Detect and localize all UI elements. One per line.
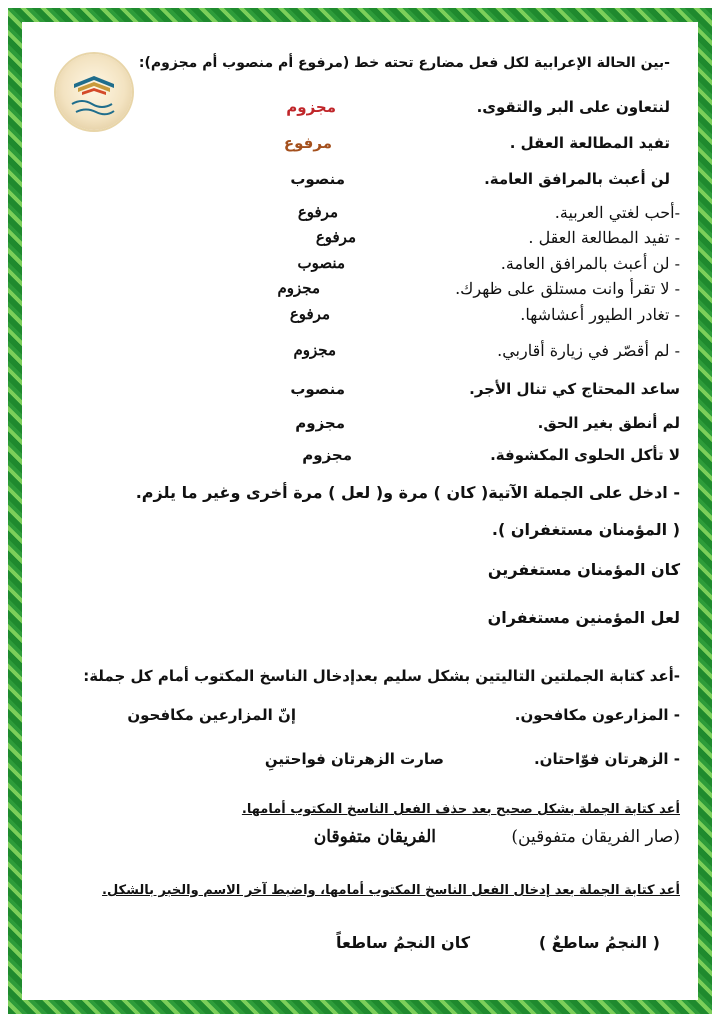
answer-label: مجزوم bbox=[302, 446, 352, 464]
question-2-answer-laalla: لعل المؤمنين مستغفران bbox=[487, 608, 680, 627]
sentence-text: لا تأكل الحلوى المكشوفة. bbox=[490, 446, 680, 464]
decorative-border bbox=[8, 8, 712, 1014]
sentence-text: - لن أعبث بالمرافق العامة. bbox=[500, 254, 680, 273]
question-3-item-1: - المزارعون مكافحون. bbox=[514, 706, 680, 724]
sentence-text: - لا تقرأ وانت مستلق على ظهرك. bbox=[455, 279, 680, 298]
sentence-text: -أحب لغتي العربية. bbox=[554, 203, 680, 222]
question-4-sentence: (صار الفريقان متفوقين) bbox=[511, 827, 680, 847]
question-2-title: - ادخل على الجملة الآتية( كان ) مرة و( لعل ) مرة أخرى وغير ما يلزم. bbox=[135, 483, 680, 502]
sentence-text: - تفيد المطالعة العقل . bbox=[528, 228, 680, 247]
sentence-row bbox=[477, 98, 670, 116]
question-4-answer: الفريقان متفوقان bbox=[313, 827, 436, 847]
answer-label: مجزوم bbox=[286, 98, 336, 116]
sentence-text: ساعد المحتاج كي تنال الأجر. bbox=[469, 380, 680, 398]
answer-label: منصوب bbox=[290, 170, 345, 188]
answer-label: مرفوع bbox=[289, 305, 330, 323]
question-5-sentence: ( النجمُ ساطعٌ ) bbox=[538, 933, 660, 952]
answer-label: مجزوم bbox=[277, 279, 320, 297]
sentence-text: تفيد المطالعة العقل . bbox=[509, 134, 670, 152]
question-4-title: أعد كتابة الجملة بشكل صحيح بعد حذف الفعل الناسخ المكتوب أمامها. bbox=[241, 802, 680, 817]
sentence-text: - تغادر الطيور أعشاشها. bbox=[520, 305, 680, 324]
question-5-title: أعد كتابة الجملة بعد إدخال الفعل الناسخ المكتوب أمامها، واضبط آخر الاسم والخبر بالشكل. bbox=[102, 883, 680, 898]
answer-label: مرفوع bbox=[297, 203, 338, 221]
question-3-answer-2: صارت الزهرتان فواحتينِ bbox=[264, 750, 444, 768]
question-2-answer-kana: كان المؤمنان مستغفرين bbox=[487, 560, 680, 579]
sentence-text: لن أعبث بالمرافق العامة. bbox=[484, 170, 670, 188]
answer-label: منصوب bbox=[290, 380, 345, 398]
author-logo bbox=[56, 54, 132, 130]
sentence-row bbox=[484, 170, 670, 188]
answer-label: منصوب bbox=[297, 254, 345, 272]
sentence-text: لنتعاون على البر والتقوى. bbox=[476, 98, 670, 116]
question-3-answer-1: إنّ المزارعين مكافحون bbox=[127, 706, 296, 724]
header-instruction: -بين الحالة الإعرابية لكل فعل مضارع تحته خط (مرفوع أم منصوب أم مجزوم): bbox=[138, 55, 670, 71]
sentence-row bbox=[510, 134, 670, 152]
question-2-sentence: ( المؤمنان مستغفران ). bbox=[491, 520, 680, 539]
question-3-title: -أعد كتابة الجملتين التاليتين بشكل سليم بعدإدخال الناسخ المكتوب أمام كل جملة: bbox=[83, 667, 680, 685]
answer-label: مجزوم bbox=[293, 341, 336, 359]
sentence-text: لم أنطق بغير الحق. bbox=[537, 414, 680, 432]
answer-label: مجزوم bbox=[295, 414, 345, 432]
sentence-text: - لم أقصّر في زيارة أقاربي. bbox=[497, 341, 680, 360]
answer-label: مرفوع bbox=[315, 228, 356, 246]
answer-label: مرفوع bbox=[283, 134, 332, 152]
question-5-answer: كان النجمُ ساطعاً bbox=[335, 933, 470, 952]
question-3-item-2: - الزهرتان فوّاحتان. bbox=[533, 750, 680, 768]
